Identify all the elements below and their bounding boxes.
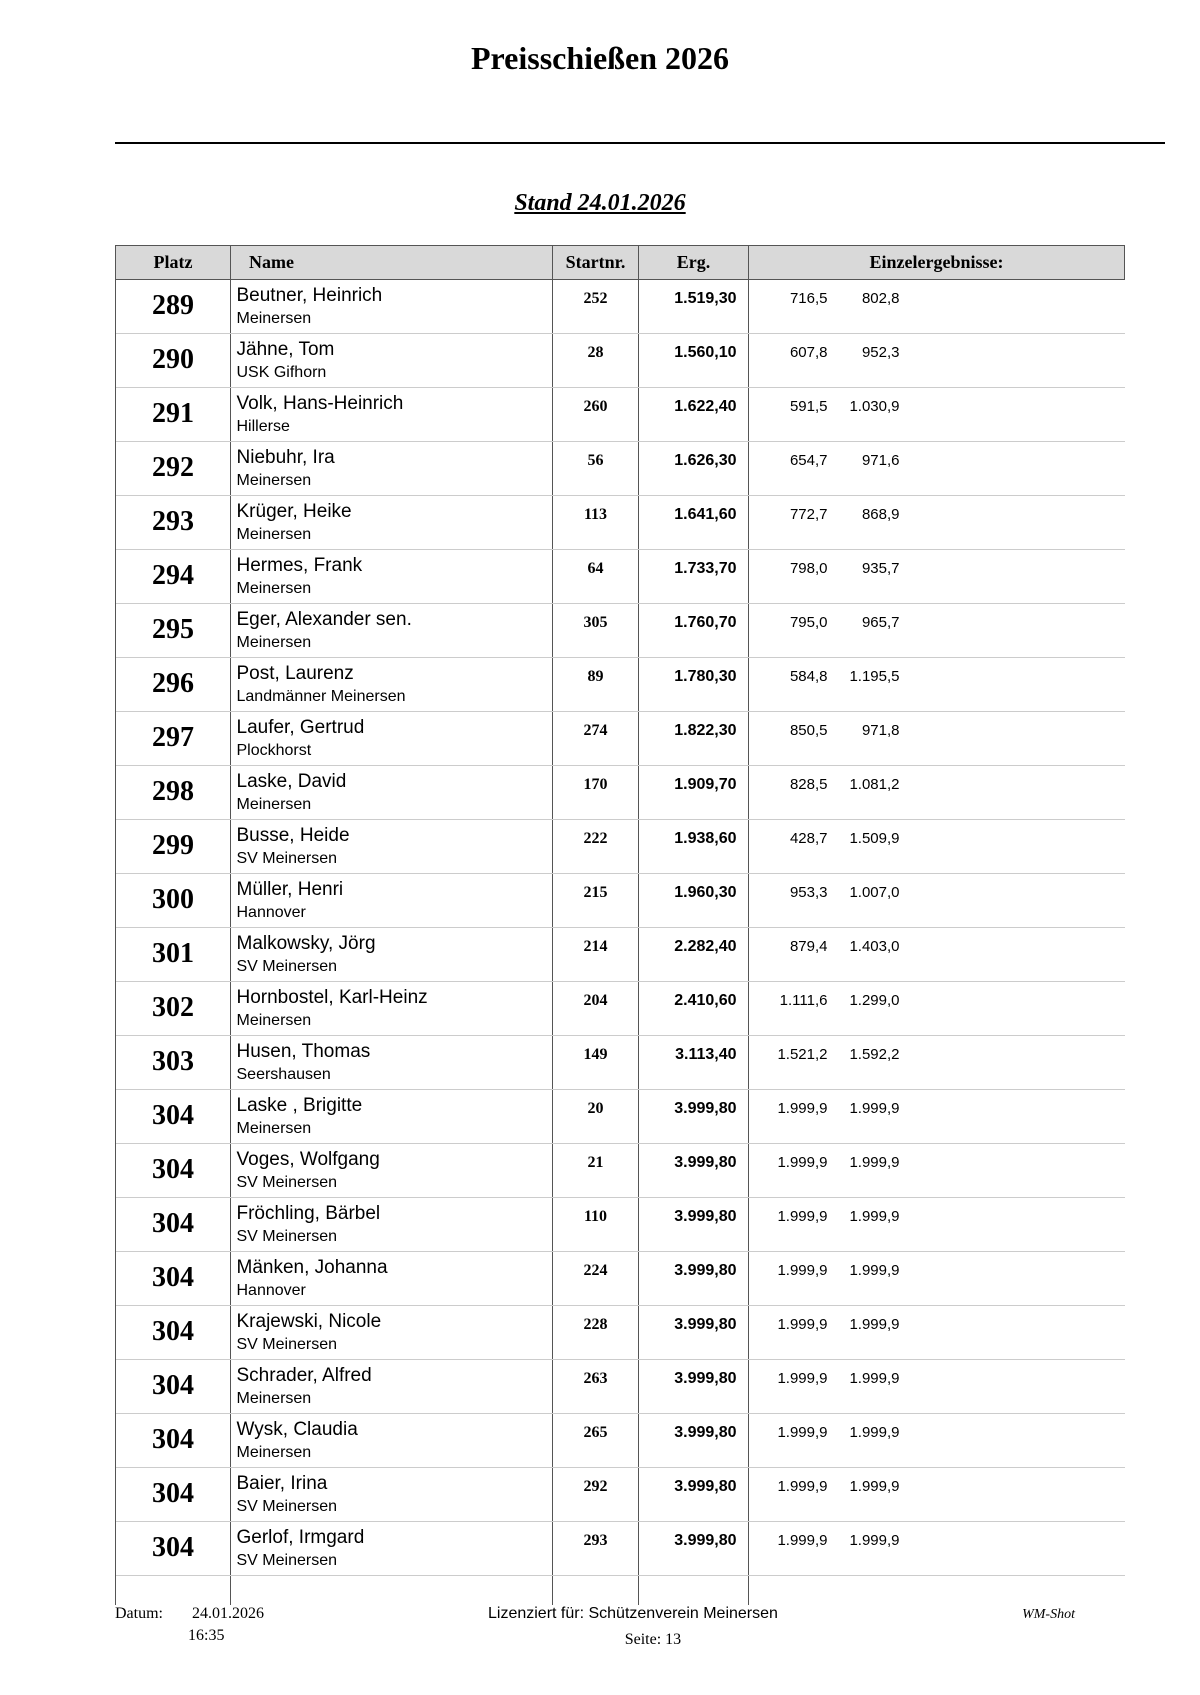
cell-total-result: 3.113,40: [639, 1036, 749, 1090]
cell-name-container: [231, 1360, 553, 1414]
single-result-2: 1.999,9: [849, 1424, 900, 1441]
cell-total-result: 3.999,80: [639, 1522, 749, 1576]
cell-total-result: 3.999,80: [639, 1360, 749, 1414]
cell-name-container: [231, 1306, 553, 1360]
cell-platz: 304: [116, 1306, 231, 1360]
participant-club: Meinersen: [236, 579, 312, 597]
header-einzel: Einzelergebnisse:: [749, 246, 1125, 280]
cell-startnr: 305: [553, 604, 639, 658]
cell-startnr: 214: [553, 928, 639, 982]
cell-name-container: [231, 550, 553, 604]
table-row: [116, 496, 1125, 550]
cell-total-result: 1.909,70: [639, 766, 749, 820]
participant-club: Hannover: [236, 1281, 306, 1299]
table-row: [116, 334, 1125, 388]
participant-name: Müller, Henri: [236, 879, 344, 900]
single-result-2: 1.999,9: [849, 1154, 900, 1171]
participant-club: SV Meinersen: [236, 849, 337, 867]
table-row: [116, 928, 1125, 982]
participant-club: Plockhorst: [236, 741, 312, 759]
participant-name: Fröchling, Bärbel: [236, 1203, 381, 1224]
single-result-1: 1.999,9: [777, 1262, 828, 1279]
single-result-1: 584,8: [789, 668, 828, 685]
footer-license: Lizenziert für: Schützenverein Meinersen: [488, 1605, 778, 1622]
cell-total-result: 2.282,40: [639, 928, 749, 982]
table-row: [116, 874, 1125, 928]
participant-name: Busse, Heide: [236, 825, 350, 846]
cell-total-result: 1.822,30: [639, 712, 749, 766]
cell-platz: 291: [116, 388, 231, 442]
cell-total-result: 3.999,80: [639, 1144, 749, 1198]
single-result-1: 428,7: [789, 830, 828, 847]
cell-single-results: [749, 1522, 1125, 1576]
cell-name-container: [231, 496, 553, 550]
single-result-2: 1.403,0: [849, 938, 900, 955]
cell-startnr: 149: [553, 1036, 639, 1090]
cell-platz: 292: [116, 442, 231, 496]
participant-club: Meinersen: [236, 1443, 312, 1461]
participant-name: Hermes, Frank: [236, 555, 363, 576]
cell-platz: 304: [116, 1468, 231, 1522]
table-row: [116, 1144, 1125, 1198]
cell-single-results: [749, 496, 1125, 550]
participant-name: Laske , Brigitte: [236, 1095, 363, 1116]
table-row: [116, 982, 1125, 1036]
cell-name-container: [231, 334, 553, 388]
footer-page-number: Seite: 13: [624, 1631, 682, 1648]
single-result-1: 1.999,9: [777, 1208, 828, 1225]
cell-startnr: 204: [553, 982, 639, 1036]
results-table: [115, 245, 1125, 1576]
single-result-2: 1.299,0: [849, 992, 900, 1009]
single-result-2: 971,6: [861, 452, 900, 469]
single-result-1: 591,5: [789, 398, 828, 415]
footer-date-value: 24.01.2026: [192, 1605, 264, 1622]
participant-club: Hannover: [236, 903, 306, 921]
cell-total-result: 2.410,60: [639, 982, 749, 1036]
cell-platz: 299: [116, 820, 231, 874]
table-row: [116, 280, 1125, 334]
participant-club: SV Meinersen: [236, 1227, 337, 1245]
cell-startnr: 28: [553, 334, 639, 388]
participant-name: Husen, Thomas: [236, 1041, 371, 1062]
participant-club: Meinersen: [236, 471, 312, 489]
table-row: [116, 388, 1125, 442]
single-result-2: 1.999,9: [849, 1316, 900, 1333]
table-header-row: [116, 246, 1125, 280]
cell-total-result: 1.519,30: [639, 280, 749, 334]
cell-total-result: 3.999,80: [639, 1306, 749, 1360]
single-result-2: 965,7: [861, 614, 900, 631]
cell-platz: 298: [116, 766, 231, 820]
single-result-1: 1.999,9: [777, 1154, 828, 1171]
cell-total-result: 1.641,60: [639, 496, 749, 550]
cell-startnr: 215: [553, 874, 639, 928]
table-row: [116, 712, 1125, 766]
cell-name-container: [231, 712, 553, 766]
cell-startnr: 20: [553, 1090, 639, 1144]
cell-single-results: [749, 388, 1125, 442]
single-result-2: 935,7: [861, 560, 900, 577]
participant-club: Seershausen: [236, 1065, 331, 1083]
cell-single-results: [749, 928, 1125, 982]
cell-startnr: 228: [553, 1306, 639, 1360]
header-erg: Erg.: [639, 246, 749, 280]
single-result-1: 772,7: [789, 506, 828, 523]
cell-name-container: [231, 1522, 553, 1576]
participant-name: Wysk, Claudia: [236, 1419, 358, 1440]
cell-name-container: [231, 982, 553, 1036]
cell-startnr: 224: [553, 1252, 639, 1306]
single-result-1: 953,3: [789, 884, 828, 901]
cell-single-results: [749, 1252, 1125, 1306]
table-container: [115, 245, 1125, 1605]
cell-name-container: [231, 820, 553, 874]
single-result-2: 952,3: [861, 344, 900, 361]
cell-single-results: [749, 1414, 1125, 1468]
participant-name: Voges, Wolfgang: [236, 1149, 380, 1170]
participant-name: Gerlof, Irmgard: [236, 1527, 365, 1548]
cell-name-container: [231, 388, 553, 442]
participant-club: SV Meinersen: [236, 1551, 337, 1569]
cell-platz: 296: [116, 658, 231, 712]
cell-startnr: 252: [553, 280, 639, 334]
table-row: [116, 1414, 1125, 1468]
single-result-2: 1.081,2: [849, 776, 900, 793]
participant-name: Hornbostel, Karl-Heinz: [236, 987, 428, 1008]
cell-platz: 304: [116, 1144, 231, 1198]
cell-platz: 290: [116, 334, 231, 388]
cell-name-container: [231, 1090, 553, 1144]
cell-total-result: 3.999,80: [639, 1468, 749, 1522]
cell-single-results: [749, 1360, 1125, 1414]
single-result-2: 1.999,9: [849, 1208, 900, 1225]
single-result-2: 1.592,2: [849, 1046, 900, 1063]
table-row: [116, 1252, 1125, 1306]
cell-total-result: 1.622,40: [639, 388, 749, 442]
cell-total-result: 1.960,30: [639, 874, 749, 928]
cell-name-container: [231, 280, 553, 334]
single-result-1: 828,5: [789, 776, 828, 793]
participant-club: Meinersen: [236, 1389, 312, 1407]
single-result-1: 1.999,9: [777, 1478, 828, 1495]
cell-name-container: [231, 1144, 553, 1198]
table-row: [116, 1090, 1125, 1144]
participant-club: Meinersen: [236, 525, 312, 543]
participant-name: Krüger, Heike: [236, 501, 352, 522]
cell-startnr: 274: [553, 712, 639, 766]
cell-name-container: [231, 874, 553, 928]
header-divider: [115, 142, 1165, 144]
single-result-1: 1.111,6: [779, 992, 828, 1009]
table-row: [116, 820, 1125, 874]
single-result-1: 654,7: [789, 452, 828, 469]
cell-startnr: 64: [553, 550, 639, 604]
participant-club: SV Meinersen: [236, 1497, 337, 1515]
cell-startnr: 293: [553, 1522, 639, 1576]
single-result-2: 1.999,9: [849, 1532, 900, 1549]
table-row: [116, 1306, 1125, 1360]
single-result-2: 1.999,9: [849, 1370, 900, 1387]
single-result-2: 1.509,9: [849, 830, 900, 847]
participant-name: Jähne, Tom: [236, 339, 335, 360]
cell-single-results: [749, 1306, 1125, 1360]
page-subtitle: Stand 24.01.2026: [514, 190, 686, 216]
participant-club: SV Meinersen: [236, 957, 337, 975]
footer-date-label: Datum:: [115, 1605, 163, 1622]
cell-platz: 300: [116, 874, 231, 928]
single-result-1: 716,5: [789, 290, 828, 307]
cell-startnr: 260: [553, 388, 639, 442]
cell-total-result: 3.999,80: [639, 1414, 749, 1468]
cell-single-results: [749, 1036, 1125, 1090]
cell-total-result: 3.999,80: [639, 1090, 749, 1144]
table-row: [116, 1468, 1125, 1522]
single-result-1: 850,5: [789, 722, 828, 739]
cell-single-results: [749, 550, 1125, 604]
cell-name-container: [231, 1036, 553, 1090]
participant-name: Schrader, Alfred: [236, 1365, 372, 1386]
participant-name: Post, Laurenz: [236, 663, 354, 684]
cell-name-container: [231, 766, 553, 820]
single-result-2: 802,8: [861, 290, 900, 307]
cell-single-results: [749, 874, 1125, 928]
table-row: [116, 550, 1125, 604]
cell-total-result: 3.999,80: [639, 1252, 749, 1306]
cell-platz: 304: [116, 1252, 231, 1306]
participant-name: Mänken, Johanna: [236, 1257, 388, 1278]
cell-startnr: 263: [553, 1360, 639, 1414]
cell-total-result: 1.938,60: [639, 820, 749, 874]
single-result-1: 1.999,9: [777, 1316, 828, 1333]
single-result-2: 1.195,5: [849, 668, 900, 685]
table-row: [116, 1522, 1125, 1576]
table-row: [116, 766, 1125, 820]
single-result-2: 1.999,9: [849, 1100, 900, 1117]
cell-startnr: 170: [553, 766, 639, 820]
single-result-1: 1.999,9: [777, 1370, 828, 1387]
cell-startnr: 292: [553, 1468, 639, 1522]
cell-single-results: [749, 442, 1125, 496]
cell-single-results: [749, 820, 1125, 874]
cell-single-results: [749, 766, 1125, 820]
cell-single-results: [749, 1468, 1125, 1522]
participant-club: Landmänner Meinersen: [236, 687, 406, 705]
cell-startnr: 21: [553, 1144, 639, 1198]
participant-club: SV Meinersen: [236, 1173, 337, 1191]
cell-total-result: 1.760,70: [639, 604, 749, 658]
cell-name-container: [231, 928, 553, 982]
participant-club: Meinersen: [236, 1119, 312, 1137]
participant-name: Malkowsky, Jörg: [236, 933, 376, 954]
cell-name-container: [231, 442, 553, 496]
cell-single-results: [749, 982, 1125, 1036]
cell-single-results: [749, 334, 1125, 388]
single-result-1: 1.999,9: [777, 1532, 828, 1549]
participant-club: Meinersen: [236, 633, 312, 651]
cell-single-results: [749, 712, 1125, 766]
participant-club: Meinersen: [236, 795, 312, 813]
cell-platz: 304: [116, 1198, 231, 1252]
cell-total-result: 1.733,70: [639, 550, 749, 604]
cell-platz: 304: [116, 1360, 231, 1414]
table-row: [116, 442, 1125, 496]
single-result-2: 868,9: [861, 506, 900, 523]
cell-startnr: 89: [553, 658, 639, 712]
cell-single-results: [749, 1090, 1125, 1144]
participant-name: Eger, Alexander sen.: [236, 609, 412, 630]
cell-single-results: [749, 604, 1125, 658]
single-result-1: 1.521,2: [777, 1046, 828, 1063]
single-result-2: 1.999,9: [849, 1262, 900, 1279]
single-result-1: 1.999,9: [777, 1100, 828, 1117]
footer-app-name: WM-Shot: [1022, 1607, 1075, 1622]
participant-name: Krajewski, Nicole: [236, 1311, 382, 1332]
cell-name-container: [231, 658, 553, 712]
participant-club: Hillerse: [236, 417, 290, 435]
cell-single-results: [749, 280, 1125, 334]
participant-club: Meinersen: [236, 309, 312, 327]
cell-startnr: 222: [553, 820, 639, 874]
cell-platz: 295: [116, 604, 231, 658]
cell-total-result: 1.560,10: [639, 334, 749, 388]
table-row: [116, 1198, 1125, 1252]
table-row: [116, 604, 1125, 658]
cell-total-result: 3.999,80: [639, 1198, 749, 1252]
participant-club: USK Gifhorn: [236, 363, 327, 381]
cell-single-results: [749, 658, 1125, 712]
header-platz: Platz: [116, 246, 231, 280]
participant-name: Baier, Irina: [236, 1473, 328, 1494]
participant-name: Niebuhr, Ira: [236, 447, 335, 468]
page-title: Preisschießen 2026: [470, 40, 730, 76]
cell-platz: 293: [116, 496, 231, 550]
cell-platz: 302: [116, 982, 231, 1036]
cell-name-container: [231, 1414, 553, 1468]
participant-name: Volk, Hans-Heinrich: [236, 393, 404, 414]
cell-single-results: [749, 1198, 1125, 1252]
cell-platz: 301: [116, 928, 231, 982]
footer-time-value: 16:35: [188, 1627, 225, 1644]
cell-total-result: 1.780,30: [639, 658, 749, 712]
single-result-1: 798,0: [789, 560, 828, 577]
header-startnr: Startnr.: [553, 246, 639, 280]
table-row: [116, 658, 1125, 712]
participant-name: Laufer, Gertrud: [236, 717, 365, 738]
single-result-1: 607,8: [789, 344, 828, 361]
cell-name-container: [231, 604, 553, 658]
cell-platz: 303: [116, 1036, 231, 1090]
table-row: [116, 1036, 1125, 1090]
cell-name-container: [231, 1468, 553, 1522]
cell-platz: 297: [116, 712, 231, 766]
participant-name: Laske, David: [236, 771, 347, 792]
cell-single-results: [749, 1144, 1125, 1198]
table-row: [116, 1360, 1125, 1414]
single-result-2: 1.999,9: [849, 1478, 900, 1495]
cell-startnr: 265: [553, 1414, 639, 1468]
single-result-1: 795,0: [789, 614, 828, 631]
cell-total-result: 1.626,30: [639, 442, 749, 496]
cell-startnr: 56: [553, 442, 639, 496]
single-result-2: 1.007,0: [849, 884, 900, 901]
participant-club: SV Meinersen: [236, 1335, 337, 1353]
participant-name: Beutner, Heinrich: [236, 285, 383, 306]
cell-platz: 289: [116, 280, 231, 334]
cell-platz: 304: [116, 1522, 231, 1576]
single-result-1: 879,4: [789, 938, 828, 955]
participant-club: Meinersen: [236, 1011, 312, 1029]
cell-name-container: [231, 1252, 553, 1306]
single-result-2: 971,8: [861, 722, 900, 739]
cell-startnr: 110: [553, 1198, 639, 1252]
header-name: Name: [231, 246, 553, 280]
cell-startnr: 113: [553, 496, 639, 550]
cell-platz: 304: [116, 1090, 231, 1144]
cell-name-container: [231, 1198, 553, 1252]
cell-platz: 294: [116, 550, 231, 604]
single-result-1: 1.999,9: [777, 1424, 828, 1441]
cell-platz: 304: [116, 1414, 231, 1468]
single-result-2: 1.030,9: [849, 398, 900, 415]
